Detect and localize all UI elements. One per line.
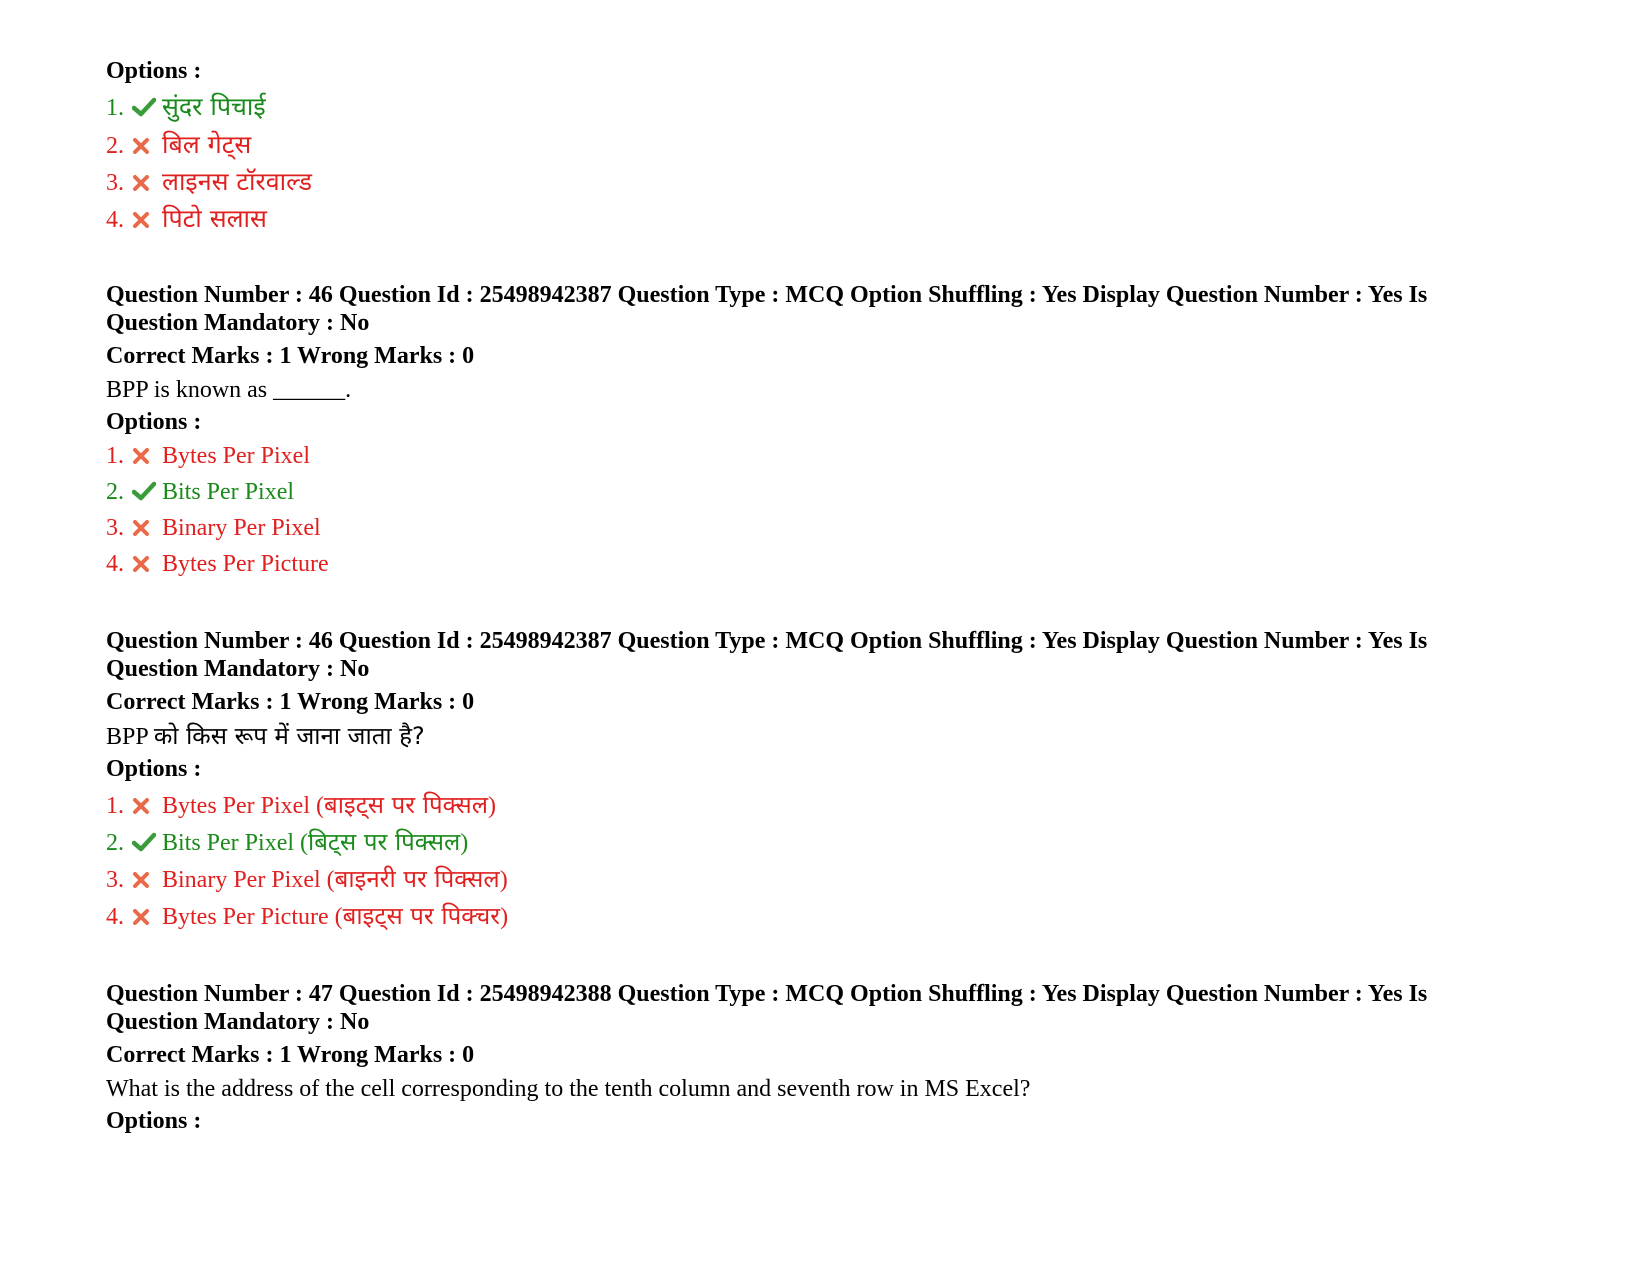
check-icon	[132, 832, 162, 852]
option-item	[106, 864, 1556, 901]
question-meta-line: Question Number : 46 Question Id : 25498942387 Question Type : MCQ Option Shuffling : Yes Display Question Number : Yes Is	[106, 628, 1428, 654]
option-text	[162, 827, 468, 858]
top-options-block	[106, 56, 1556, 241]
cross-icon	[132, 797, 162, 815]
option-item	[106, 204, 1556, 241]
option-item	[106, 130, 1556, 167]
question-meta-line: Question Number : 47 Question Id : 25498942388 Question Type : MCQ Option Shuffling : Yes Display Question Number : Yes Is	[106, 981, 1428, 1007]
marks-line: Correct Marks : 1 Wrong Marks : 0	[106, 689, 475, 715]
question-text-english: BPP	[106, 724, 154, 750]
option-number: 2.	[106, 133, 124, 159]
option-text-hindi: बिट्स पर पिक्सल	[308, 828, 461, 856]
option-text: Bits Per Pixel	[162, 479, 295, 505]
option-item	[106, 92, 1556, 130]
cross-icon	[132, 211, 162, 229]
cross-icon	[132, 174, 162, 192]
option-text: Bytes Per Pixel	[162, 443, 310, 469]
cross-icon	[132, 555, 162, 573]
question-meta-line: Question Mandatory : No	[106, 310, 370, 336]
option-text-english: Bits Per Pixel (	[162, 830, 309, 856]
option-text-hindi: बाइनरी पर पिक्सल	[334, 865, 500, 893]
question-meta-line: Question Mandatory : No	[106, 1009, 370, 1035]
question-text	[106, 721, 1556, 752]
option-item	[106, 167, 1556, 204]
option-text	[162, 790, 496, 821]
check-icon	[132, 97, 162, 117]
question-paper-page	[106, 56, 1556, 1136]
cross-icon	[132, 908, 162, 926]
cross-icon	[132, 519, 162, 537]
option-number: 3.	[106, 867, 124, 893]
option-text-english: Bytes Per Pixel (	[162, 793, 324, 819]
option-item	[106, 477, 1556, 513]
question-meta-line: Question Mandatory : No	[106, 656, 370, 682]
question-text-hindi: को किस रूप में जाना जाता है?	[153, 722, 425, 750]
option-number: 4.	[106, 904, 124, 930]
option-text: Binary Per Pixel	[162, 515, 321, 541]
check-icon	[132, 481, 162, 501]
option-number: 1.	[106, 793, 124, 819]
option-text-english: Binary Per Pixel (	[162, 867, 335, 893]
option-text-close: )	[460, 830, 469, 856]
option-text: पिटो सलास	[162, 204, 267, 233]
question-text: BPP is known as ______.	[106, 377, 352, 403]
cross-icon	[132, 447, 162, 465]
option-number: 4.	[106, 207, 124, 233]
marks-line: Correct Marks : 1 Wrong Marks : 0	[106, 1042, 475, 1068]
option-text-close: )	[488, 793, 497, 819]
option-number: 3.	[106, 515, 124, 541]
option-text: बिल गेट्स	[162, 130, 252, 159]
option-item	[106, 441, 1556, 477]
option-item	[106, 827, 1556, 864]
question-meta-line: Question Number : 46 Question Id : 25498942387 Question Type : MCQ Option Shuffling : Yes Display Question Number : Yes Is	[106, 282, 1428, 308]
option-text: लाइनस टॉरवाल्ड	[162, 167, 312, 196]
option-text-close: )	[499, 867, 508, 893]
option-item	[106, 901, 1556, 938]
cross-icon	[132, 137, 162, 155]
cross-icon	[132, 871, 162, 889]
options-label: Options :	[106, 756, 202, 782]
option-text-hindi: बाइट्स पर पिक्चर	[342, 902, 501, 930]
option-number: 2.	[106, 830, 124, 856]
option-text-close: )	[500, 904, 509, 930]
option-number: 1.	[106, 443, 124, 469]
option-number: 1.	[106, 95, 124, 121]
option-item	[106, 790, 1556, 827]
option-text	[162, 864, 508, 895]
options-label: Options :	[106, 1108, 202, 1134]
option-text: सुंदर पिचाई	[162, 92, 266, 121]
question-block	[106, 627, 1556, 938]
option-text	[162, 901, 508, 932]
options-label: Options :	[106, 58, 202, 84]
option-text-english: Bytes Per Picture (	[162, 904, 343, 930]
option-item	[106, 549, 1556, 585]
question-text: What is the address of the cell corresponding to the tenth column and seventh row in MS Excel?	[106, 1076, 1031, 1102]
question-block	[106, 281, 1556, 585]
marks-line: Correct Marks : 1 Wrong Marks : 0	[106, 343, 475, 369]
option-item	[106, 513, 1556, 549]
option-text: Bytes Per Picture	[162, 551, 329, 577]
option-number: 4.	[106, 551, 124, 577]
option-number: 3.	[106, 170, 124, 196]
option-number: 2.	[106, 479, 124, 505]
question-block	[106, 980, 1556, 1136]
options-label: Options :	[106, 409, 202, 435]
option-text-hindi: बाइट्स पर पिक्सल	[324, 791, 489, 819]
